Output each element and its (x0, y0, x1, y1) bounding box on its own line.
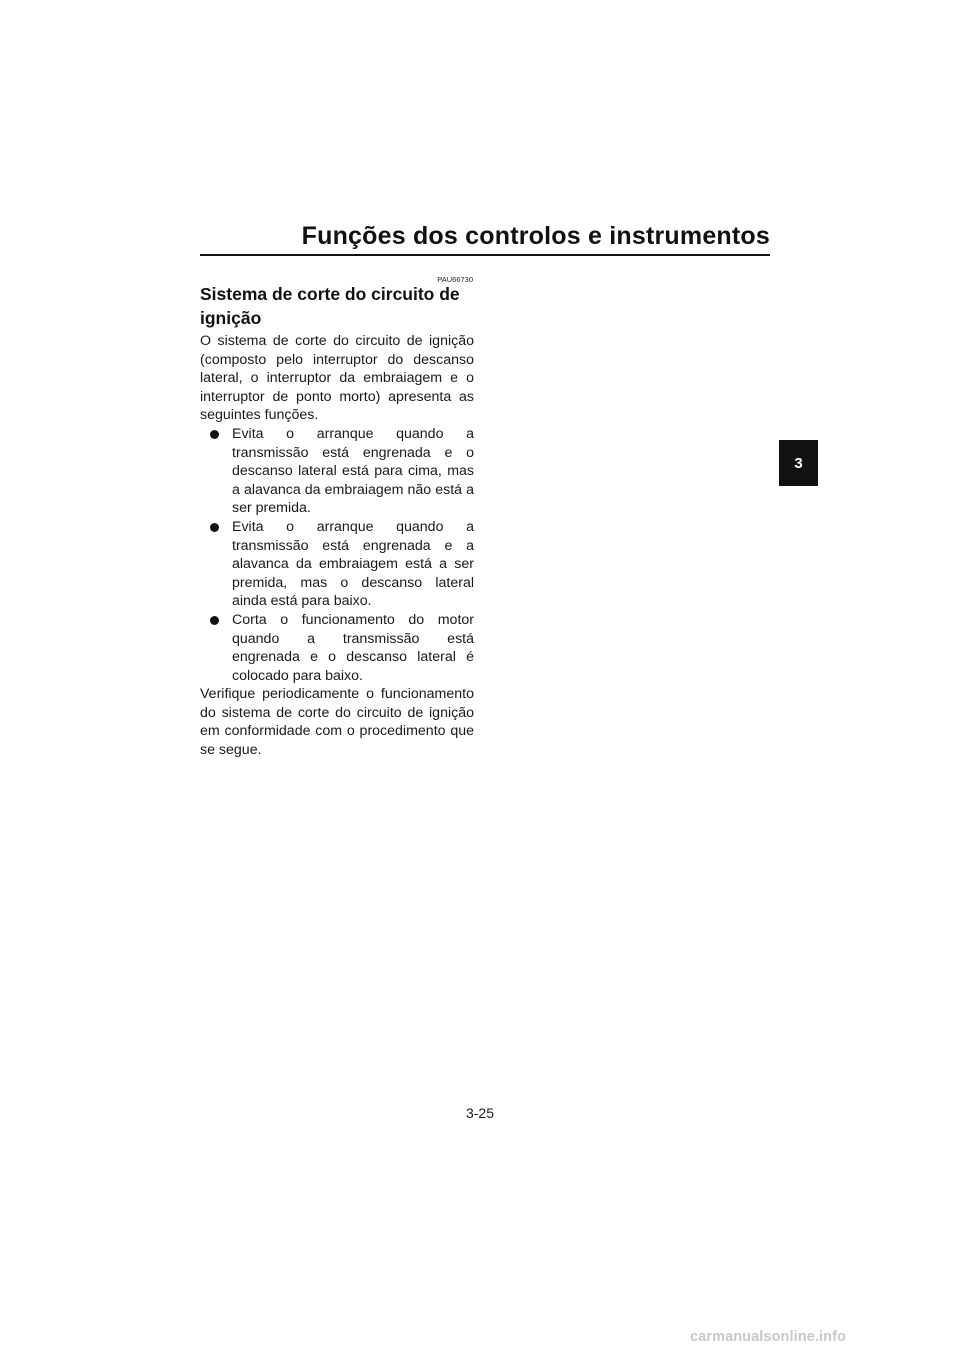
list-item (200, 611, 474, 685)
list-item-text: Corta o funcionamento do motor quando a transmissão está engrenada e o descanso lateral é colocado para baixo. (232, 611, 474, 684)
list-item-text: Evita o arranque quando a transmissão está engrenada e a alavanca da embraiagem está a ser premida, mas o descanso lateral ainda está para baixo. (232, 518, 474, 610)
section-body (200, 282, 474, 760)
page-number: 3-25 (465, 1105, 495, 1121)
list-item (200, 518, 474, 611)
page-header-title: Funções dos controlos e instrumentos (301, 222, 770, 250)
function-list (200, 425, 474, 685)
intro-paragraph: O sistema de corte do circuito de ignição (composto pelo interruptor do descanso lateral, o interruptor da embraiagem e o interruptor de ponto morto) apresenta as seguintes funções. (200, 333, 474, 424)
bullet-icon (210, 523, 219, 532)
bullet-icon (210, 430, 219, 439)
outro-paragraph: Verifique periodicamente o funcionamento do sistema de corte do circuito de ignição em conformidade com o procedimento que se segue. (200, 686, 474, 759)
watermark: carmanualsonline.info (690, 1329, 846, 1345)
list-item (200, 425, 474, 518)
header-divider (200, 254, 770, 256)
chapter-tab: 3 (779, 440, 818, 486)
section-title: Sistema de corte do circuito de ignição (200, 284, 460, 328)
bullet-icon (210, 616, 219, 625)
list-item-text: Evita o arranque quando a transmissão está engrenada e o descanso lateral está para cima, mas a alavanca da embraiagem não está a ser premida. (232, 425, 474, 517)
reference-code: PAU66730 (437, 275, 473, 284)
